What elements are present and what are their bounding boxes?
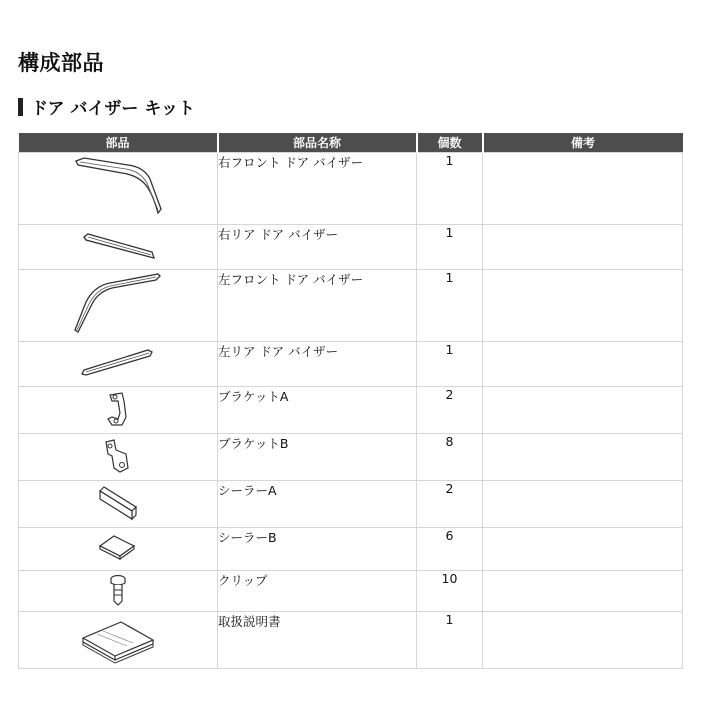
part-name: シーラーB <box>218 528 417 571</box>
part-image-cell <box>19 342 218 387</box>
part-note <box>483 434 683 481</box>
sealer-a-icon <box>88 481 148 525</box>
left-rear-visor-icon <box>58 342 178 384</box>
part-image-cell <box>19 481 218 528</box>
part-name: シーラーA <box>218 481 417 528</box>
parts-table <box>18 133 683 669</box>
table-row <box>19 153 683 225</box>
header-remarks: 備考 <box>483 133 683 153</box>
part-qty: 2 <box>417 481 483 528</box>
part-name: ブラケットA <box>218 387 417 434</box>
table-row <box>19 270 683 342</box>
part-image-cell <box>19 153 218 225</box>
part-note <box>483 342 683 387</box>
part-qty: 1 <box>417 612 483 669</box>
part-note <box>483 225 683 270</box>
part-name: 左フロント ドア バイザー <box>218 270 417 342</box>
right-rear-visor-icon <box>58 225 178 267</box>
part-name: 右リア ドア バイザー <box>218 225 417 270</box>
part-note <box>483 387 683 434</box>
header-part: 部品 <box>19 133 218 153</box>
manual-icon <box>73 612 163 666</box>
right-front-visor-icon <box>58 153 178 221</box>
table-row <box>19 225 683 270</box>
table-row <box>19 612 683 669</box>
part-note <box>483 270 683 342</box>
part-qty: 1 <box>417 270 483 342</box>
section-title: ドア バイザー キット <box>31 99 195 119</box>
part-note <box>483 481 683 528</box>
part-qty: 10 <box>417 571 483 612</box>
bracket-b-icon <box>88 434 148 478</box>
table-row <box>19 387 683 434</box>
bracket-a-icon <box>88 387 148 431</box>
part-qty: 1 <box>417 153 483 225</box>
sealer-b-icon <box>88 528 148 568</box>
part-qty: 2 <box>417 387 483 434</box>
part-note <box>483 571 683 612</box>
part-note <box>483 528 683 571</box>
table-row <box>19 434 683 481</box>
page-title: 構成部品 <box>18 51 104 75</box>
table-row <box>19 342 683 387</box>
part-image-cell <box>19 270 218 342</box>
part-image-cell <box>19 528 218 571</box>
part-qty: 1 <box>417 225 483 270</box>
part-name: 取扱説明書 <box>218 612 417 669</box>
part-note <box>483 612 683 669</box>
table-header-row <box>19 133 683 153</box>
header-quantity: 個数 <box>417 133 483 153</box>
header-part-name: 部品名称 <box>218 133 417 153</box>
part-image-cell <box>19 612 218 669</box>
left-front-visor-icon <box>58 270 178 338</box>
part-qty: 1 <box>417 342 483 387</box>
part-image-cell <box>19 225 218 270</box>
part-qty: 8 <box>417 434 483 481</box>
part-image-cell <box>19 571 218 612</box>
part-image-cell <box>19 387 218 434</box>
part-name: 左リア ドア バイザー <box>218 342 417 387</box>
part-note <box>483 153 683 225</box>
part-name: 右フロント ドア バイザー <box>218 153 417 225</box>
part-name: ブラケットB <box>218 434 417 481</box>
part-name: クリップ <box>218 571 417 612</box>
part-qty: 6 <box>417 528 483 571</box>
section-marker <box>18 98 23 116</box>
clip-icon <box>98 571 138 609</box>
table-row <box>19 528 683 571</box>
table-row <box>19 571 683 612</box>
table-row <box>19 481 683 528</box>
part-image-cell <box>19 434 218 481</box>
section-heading <box>18 94 195 119</box>
